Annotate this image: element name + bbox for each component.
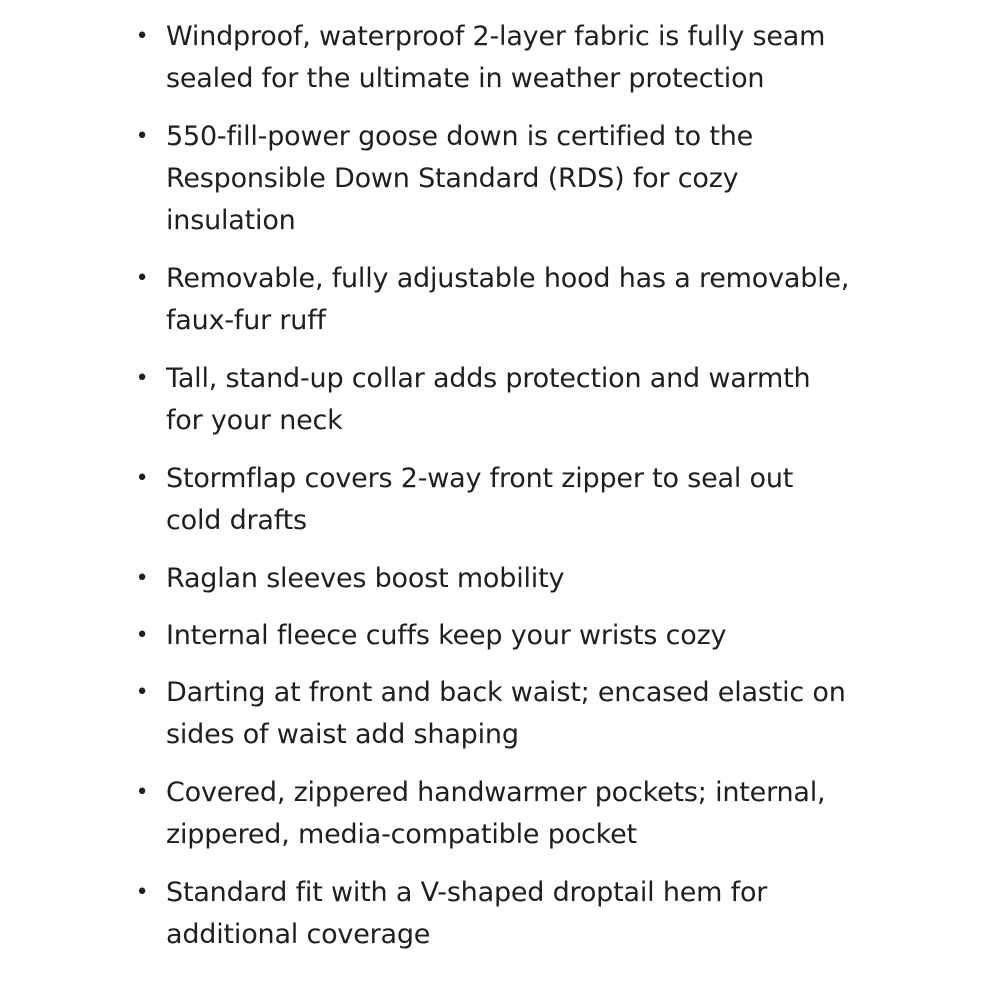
bullet-icon: • xyxy=(135,623,149,648)
list-item xyxy=(0,558,1000,600)
list-item xyxy=(0,615,1000,657)
list-item-text: Tall, stand-up collar adds protection and warmth for your neck xyxy=(166,363,811,436)
list-item-text: Darting at front and back waist; encased elastic on sides of waist add shaping xyxy=(166,677,846,750)
bullet-icon: • xyxy=(135,124,149,149)
list-item xyxy=(0,772,1000,856)
bullet-icon: • xyxy=(135,466,149,491)
feature-list xyxy=(0,16,1000,972)
list-item xyxy=(0,358,1000,442)
bullet-icon: • xyxy=(135,24,149,49)
bullet-icon: • xyxy=(135,566,149,591)
bullet-icon: • xyxy=(135,680,149,705)
list-item xyxy=(0,672,1000,756)
list-item xyxy=(0,258,1000,342)
list-item-text: 550-fill-power goose down is certified to the Responsible Down Standard (RDS) for cozy insulation xyxy=(166,121,754,236)
bullet-icon: • xyxy=(135,880,149,905)
list-item-text: Internal fleece cuffs keep your wrists cozy xyxy=(166,620,727,651)
list-item xyxy=(0,16,1000,100)
list-item xyxy=(0,872,1000,956)
list-item-text: Removable, fully adjustable hood has a removable, faux-fur ruff xyxy=(166,263,850,336)
list-item xyxy=(0,116,1000,242)
bullet-icon: • xyxy=(135,366,149,391)
list-item-text: Stormflap covers 2-way front zipper to seal out cold drafts xyxy=(166,463,794,536)
list-item-text: Covered, zippered handwarmer pockets; internal, zippered, media-compatible pocket xyxy=(166,777,826,850)
list-item-text: Raglan sleeves boost mobility xyxy=(166,563,565,594)
bullet-icon: • xyxy=(135,266,149,291)
list-item-text: Standard fit with a V-shaped droptail hem for additional coverage xyxy=(166,877,768,950)
list-item-text: Windproof, waterproof 2-layer fabric is fully seam sealed for the ultimate in weather protection xyxy=(166,21,826,94)
list-item xyxy=(0,458,1000,542)
bullet-icon: • xyxy=(135,780,149,805)
